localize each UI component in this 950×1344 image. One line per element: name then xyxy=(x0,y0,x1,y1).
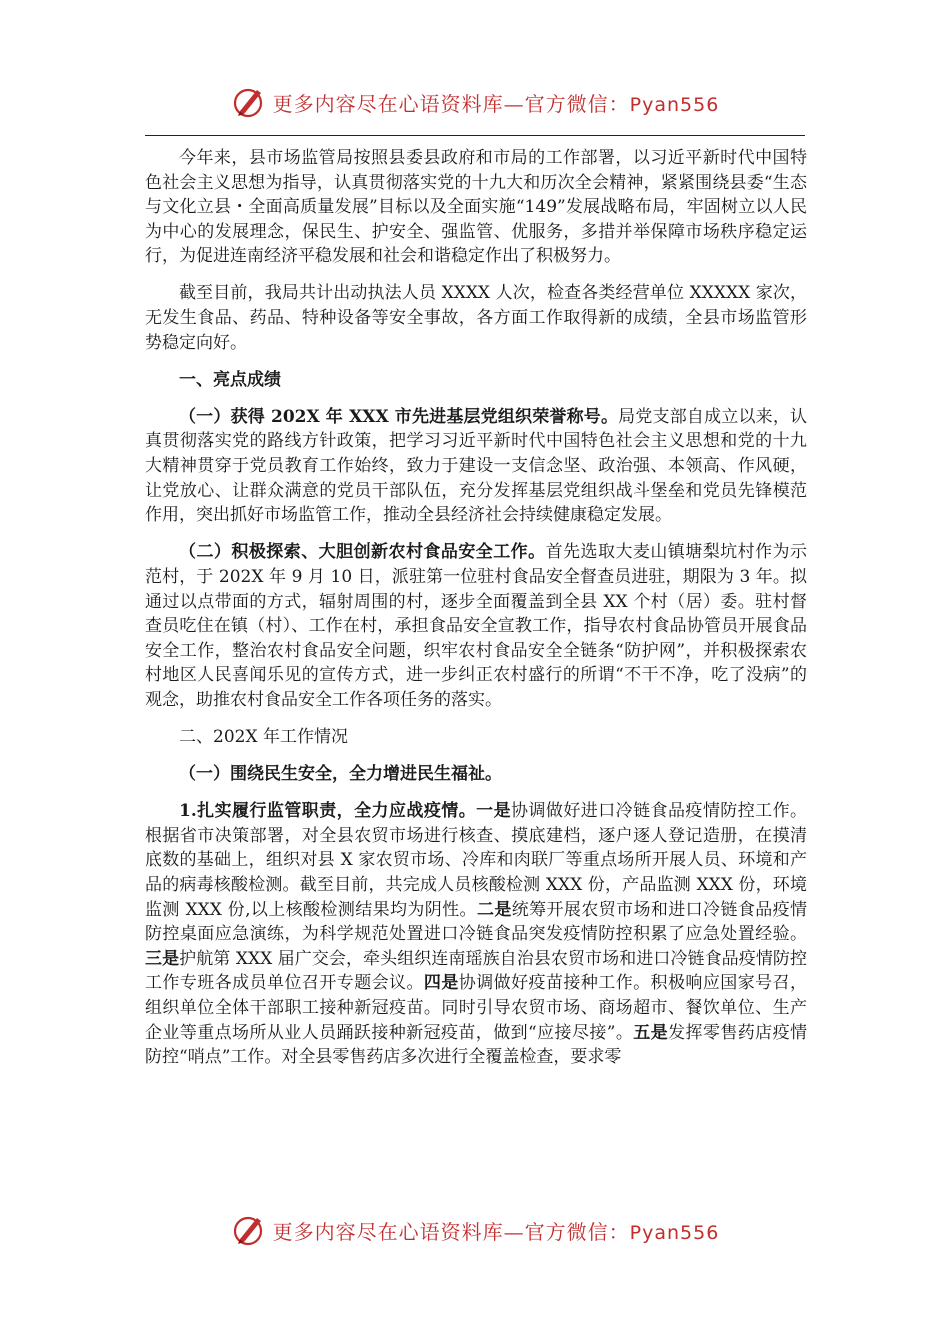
point-1-k5: 五是 xyxy=(633,1022,669,1043)
intro-paragraph-2: 截至目前，我局共计出动执法人员 XXXX 人次，检查各类经营单位 XXXXX 家次，无发生食品、药品、特种设备等安全事故，各方面工作取得新的成绩，全县市场监管形势稳定向好。 xyxy=(145,283,807,353)
point-1-k4: 四是 xyxy=(423,973,459,994)
section-1-item-1-body: 局党支部自成立以来，认真贯彻落实党的路线方针政策，把学习习近平新时代中国特色社会主义思想和党的十九大精神贯穿于党员教育工作始终，致力于建设一支信念坚、政治强、本领高、作风硬，让党放心、让群众满意的党员干部队伍，充分发挥基层党组织战斗堡垒和党员先锋模范作用，突出抓好市场监管工作，推动全县经济社会持续健康稳定发展。 xyxy=(145,406,807,526)
banner-text-cn: 更多内容尽在心语资料库—官方微信： xyxy=(272,1219,630,1244)
section-1-heading xyxy=(145,368,807,393)
section-2-subheading-1: （一）围绕民生安全，全力增进民生福祉。 xyxy=(179,764,502,785)
point-1-k2: 二是 xyxy=(476,899,512,920)
section-1-item-2 xyxy=(145,540,807,712)
pen-circle-logo-icon xyxy=(231,84,267,120)
banner-text-wechat-id: Pyan556 xyxy=(629,1221,720,1244)
point-1-t1: 协调做好进口冷链食品疫情防控工作。根据省市决策部署，对全县农贸市场进行核查、摸底建档，逐户逐人登记造册，在摸清底数的基础上，组织对县 X 家农贸市场、冷库和肉联厂等重点场所开展人员、环境和产品的病毒核酸检测。截至目前，共完成人员核酸检测 XXX 份，产品监测 XXX 份，环境监测 XXX 份,以上核酸检测结果均为阴性。 xyxy=(145,801,808,920)
section-2-point-1 xyxy=(145,799,807,1070)
point-1-k3: 三是 xyxy=(145,948,180,969)
section-1-item-2-body: 首先选取大麦山镇塘梨坑村作为示范村，于 202X 年 9 月 10 日，派驻第一位驻村食品安全督查员进驻，期限为 3 年。拟通过以点带面的方式，辐射周围的村，逐步全面覆盖到全县 XX 个村（居）委。驻村督查员吃住在镇（村）、工作在村，承担食品安全宣教工作，指导农村食品协管员开展食品安全工作，整治农村食品安全问题，织牢农村食品安全全链条“防护网”，并积极探索农村地区人民喜闻乐见的宣传方式，进一步纠正农村盛行的所谓“不干不净，吃了没病”的观念，助推农村食品安全工作各项任务的落实。 xyxy=(145,542,808,710)
header-divider xyxy=(145,135,805,136)
point-1-t3: 护航第 XXX 届广交会，牵头组织连南瑶族自治县农贸市场和进口冷链食品疫情防控工作专班各成员单位召开专题会议。 xyxy=(145,948,807,994)
section-1-title: 一、亮点成绩 xyxy=(179,369,281,390)
section-1-item-1 xyxy=(145,405,807,528)
point-1-t4: 协调做好疫苗接种工作。积极响应国家号召，组织单位全体干部职工接种新冠疫苗。同时引导农贸市场、商场超市、餐饮单位、生产企业等重点场所从业人员踊跃接种新冠疫苗，做到“应接尽接”。 xyxy=(145,973,808,1043)
point-1-k1: 一是 xyxy=(476,801,512,822)
pen-circle-logo-icon xyxy=(231,1212,267,1248)
section-1-item-2-lead: （二）积极探索、大胆创新农村食品安全工作。 xyxy=(179,542,546,563)
section-2-heading: 二、202X 年工作情况 xyxy=(179,726,348,747)
banner-text-wechat-id: Pyan556 xyxy=(629,93,720,116)
footer-banner xyxy=(0,1210,950,1250)
section-1-item-1-lead: （一）获得 202X 年 XXX 市先进基层党组织荣誉称号。 xyxy=(179,406,619,427)
header-banner xyxy=(0,82,950,122)
point-1-t5: 发挥零售药店疫情防控“哨点”工作。对全县零售药店多次进行全覆盖检查，要求零 xyxy=(145,1022,808,1068)
point-1-lead: 1.扎实履行监管职责，全力应战疫情。 xyxy=(179,801,477,822)
point-1-t2: 统筹开展农贸市场和进口冷链食品疫情防控桌面应急演练，为科学规范处置进口冷链食品突发疫情防控积累了应急处置经验。 xyxy=(145,899,808,945)
document-body xyxy=(145,146,807,1070)
banner-text xyxy=(273,88,720,117)
banner-text-cn: 更多内容尽在心语资料库—官方微信： xyxy=(272,91,630,116)
intro-paragraph-1: 今年来，县市场监管局按照县委县政府和市局的工作部署，以习近平新时代中国特色社会主义思想为指导，认真贯彻落实党的十九大和历次全会精神，紧紧围绕县委“生态与文化立县・全面高质量发展”目标以及全面实施“149”发展战略布局，牢固树立以人民为中心的发展理念，保民生、护安全、强监管、优服务，多措并举保障市场秩序稳定运行，为促进连南经济平稳发展和社会和谐稳定作出了积极努力。 xyxy=(145,148,807,267)
banner-text xyxy=(273,1216,720,1245)
